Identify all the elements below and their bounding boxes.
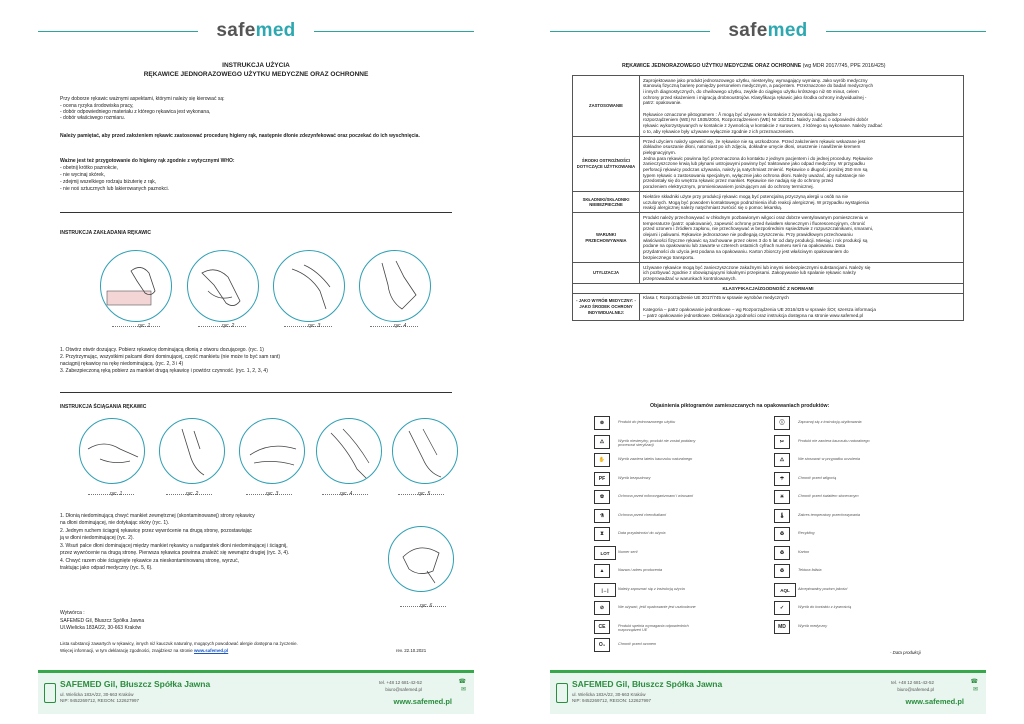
pictogram-icon: ⚠ <box>594 435 610 449</box>
doffing-figure-2 <box>159 418 225 484</box>
pictogram-label: Data przydatności do użycia <box>618 531 666 535</box>
donning-figure-3 <box>273 250 345 322</box>
header-line-right <box>826 31 986 32</box>
donning-step: 2. Przytrzymując, wszystkimi palcami dłoni dominującej, część mankietu (nie może to być sam rant) <box>60 354 281 360</box>
header-line-left <box>38 31 198 32</box>
intro-item: - ocena ryzyka środowiska pracy, <box>60 103 134 109</box>
pictogram-label: Wyrób niesterylny, produkt nie został poddany procesowi sterylizacji <box>618 438 696 448</box>
table-cell <box>640 76 964 137</box>
doffing-caption: ryc. 2 <box>186 491 199 497</box>
table-cell-line: Używane rękawice mogą być zanieczyszczone zakaźnymi lub innymi niebezpiecznymi substancjami. Należy się <box>643 264 871 270</box>
table-cell-line: Kategoria – patrz opakowanie jednostkowe – wg Rozporządzenia UE 2016/425 w sprawie ŚOI; szersza informacja <box>643 306 876 312</box>
table-cell-line: przeprowadzać w warunkach kontrolowanych. <box>643 276 737 281</box>
donning-step: 1. Otwórz otwór dozujący. Pobierz rękawicę dominującą dłonią z otworu dozującego. (ryc. 1) <box>60 347 264 353</box>
section-divider <box>60 392 452 393</box>
pictogram-icon: ⊗ <box>594 416 610 430</box>
doffing-step: 3. Wsuń palce dłoni dominującej między mankiet rękawicy a nadgarstek dłoni niedominującej i ściągnij, <box>60 543 288 549</box>
table-cell <box>640 263 964 284</box>
who-item: - nie wycinaj skórek, <box>60 172 106 178</box>
pictogram-label: Ochrona przed chemikaliami <box>618 512 667 517</box>
table-cell-line: przed ozonem i źródłem zapłonu, nie przechowywać w bezpośrednim sąsiedztwie z rozpuszczalnikami, smarami, <box>643 226 874 232</box>
pictogram-icon: ⧗ <box>594 527 610 541</box>
donning-figure-2 <box>187 250 259 322</box>
doffing-caption: ryc. 6 <box>420 603 433 609</box>
table-cell-line: przedostały się do wnętrza rękawic przez mankiet. Rękawice nie nadają się do ochrony przed <box>643 178 833 184</box>
pictogram-icon: MD <box>774 620 790 634</box>
pictogram-icon: PF <box>594 472 610 486</box>
header-line-right <box>314 31 474 32</box>
doffing-step: przez wywrócenie na drugą stronę. Pierwsza rękawica powinna znaleźć się wewnątrz drugiej (ryc. 3, 4). <box>60 550 290 556</box>
safemed-link[interactable]: www.safemed.pl <box>193 648 229 653</box>
table-row: SKŁADNIKI/SKŁADNIKI NIEBEZPIECZNE Niektóre składniki użyte przy produkcji rękawic mogą być potencjalną przyczyną alergii u osób na nie uczulonych. Mogą być powodem kontaktowego podrażnienia i/lub reakcji alergicznej. W przypadku wystąpienia reakcji alergicznej należy natychmiast zwrócić się o pomoc lekarską. <box>573 192 964 213</box>
table-cell <box>640 293 964 320</box>
more-info: Więcej informacji, w tym deklarację zgodności, znajdziesz na stronie www.safemed.pl <box>60 648 229 653</box>
safemed-logo: safemed <box>728 20 808 41</box>
phone-icon <box>44 683 56 703</box>
table-cell-line: i innych diagnostycznych, do chwilowego użytku, zwykle do ciągłego użytku krótszego niż 60 minut, celem <box>643 88 859 94</box>
page-footer <box>38 670 474 714</box>
footer-contact: tel. +48 12 681-42-52 biuro@safemed.pl <box>891 680 934 692</box>
pictogram-label: Ochrona przed mikroorganizmami i wirusami <box>618 494 694 498</box>
pictogram-label: Zakres temperatury przechowywania <box>798 512 861 517</box>
pictogram-label: Wyrób medyczny <box>798 623 828 628</box>
phone-icon <box>556 683 568 703</box>
footer-website[interactable]: www.safemed.pl <box>905 697 964 706</box>
footer-address: ul. Wielicka 183A/22, 30-663 Kraków NIP: 9452269712, REGON: 122627997 <box>60 692 140 703</box>
doffing-step: na dłoni dominującej, nie dotykając skóry (ryc. 1). <box>60 520 170 526</box>
caption-line <box>112 326 160 327</box>
table-cell-line: rękawic wykorzystywanych w kontakcie z żywnością w kontakcie z surowcem, z którego są wykonane. Należy zadbać <box>643 123 883 129</box>
footer-address: ul. Wielicka 183A/22, 30-663 Kraków NIP: 9452269712, REGON: 122627997 <box>572 692 652 703</box>
maker-line: Ul.Wielicka 183A/22, 30-663 Kraków <box>60 625 142 631</box>
table-cell-line: olejami i paliwami. Rękawice jednorazowe nie podlegają czyszczeniu. Przy prawidłowym przechowaniu <box>643 232 853 238</box>
doffing-caption: ryc. 1 <box>110 491 123 497</box>
table-cell-line: reakcji alergicznej należy natychmiast zwrócić się o pomoc lekarską. <box>643 205 783 211</box>
doffing-step: 4. Chwyć razem obie ściągnięte rękawice za nieskontaminowaną stronę, wyrzuć, <box>60 558 239 564</box>
pictogram-icon: 🌡 <box>774 509 790 523</box>
pictogram-icon: ✓ <box>774 601 790 615</box>
table-cell-line: bezpiecznego transportu. <box>643 254 695 260</box>
intro-item: - dobór właściwego rozmiaru. <box>60 115 126 121</box>
who-item: - zdejmij wszelkiego rodzaju biżuterię z rąk, <box>60 179 157 185</box>
table-cell-line: patrz: opakowanie. <box>643 100 682 106</box>
footer-company: SAFEMED Gil, Błuszcz Spółka Jawna <box>60 679 211 689</box>
donning-caption: ryc. 1 <box>138 323 151 329</box>
pictogram-label: Wyrób bezpudrowy <box>618 475 651 480</box>
table-cell-line: Jedna para rękawic powinna być przeznaczona do kontaktu z jednym pacjentem i do jednej procedury. Rękawice <box>643 155 873 161</box>
donning-step: naciągnij rękawicę na rękę niedominującą. (ryc. 2, 3 i 4) <box>60 361 184 367</box>
pictogram-icon: AQL <box>774 583 796 597</box>
pictogram-label: Akceptowalny poziom jakości <box>798 586 848 591</box>
doffing-caption: ryc. 4 <box>340 491 353 497</box>
table-cell-line: rozporządzeniem (WE) Nr 1935/2004, Rozporządzeniem (WE) Nr 10/2011. Należy zadbać o odpowiedni dobór <box>643 117 869 123</box>
spec-title: RĘKAWICE JEDNORAZOWEGO UŻYTKU MEDYCZNE ORAZ OCHRONNE (wg MDR 2017/745, PPE 2016/425) <box>622 63 886 69</box>
doffing-figure-6 <box>388 526 454 592</box>
table-row: - JAKO WYRÓB MEDYCZNY: - JAKO ŚRODEK OCHRONY INDYWIDUALNEJ: Klasa I; Rozporządzenie UE 2017/745 w sprawie wyrobów medycznych Kategoria – patrz opakowanie jednostkowe – wg Rozporządzenia UE 2016/425 w sprawie ŚOI; szersza informacja – patrz opakowanie jednostkowe. Deklaracja zgodności oraz instrukcja dostępna na stronie www.safemed.pl <box>573 293 964 320</box>
mail-icon: ✉ <box>460 687 466 693</box>
pictogram-icon: ☀ <box>774 490 790 504</box>
pictogram-label: Należy zapoznać się z instrukcją użycia <box>618 586 685 591</box>
pictogram-icon: ▲ <box>594 564 610 578</box>
who-item: - obetnij krótko paznokcie, <box>60 165 119 171</box>
table-cell-line: zanieczyszczone krwią lub płynami ustrojowymi powinny być traktowane jako odpad medyczny. W przypadku <box>643 161 865 167</box>
table-cell-line: Produkt należy przechowywać w chłodnym pozbawionym wilgoci oraz dobrze wentylowanym pomieszczeniu w <box>643 214 868 220</box>
table-cell <box>640 137 964 192</box>
spec-table <box>572 75 964 321</box>
table-cell-line: Rękawice oznaczone piktogramem : Å mogą być używane w kontakcie z żywnością i są zgodne z <box>643 111 842 117</box>
pictogram-label: Chronić przed ozonem <box>618 642 657 646</box>
pictogram-icon: ⓘ <box>774 416 790 430</box>
tel-icon: ☎ <box>458 679 466 685</box>
pictogram-label: Wyrób do kontaktu z żywnością <box>798 605 852 609</box>
donning-figure-1 <box>100 250 172 322</box>
pictogram-icon: ☂ <box>774 472 790 486</box>
hand-glove-fit-illustration <box>274 251 345 322</box>
table-cell <box>640 213 964 263</box>
production-date-label: - Data produkcji <box>890 650 921 655</box>
pictogram-icon: CE <box>594 620 610 634</box>
hand-dispenser-illustration <box>101 251 172 322</box>
footer-contact: tel. +48 12 681-42-52 biuro@safemed.pl <box>379 680 422 692</box>
pictogram-label: Wyrób zawiera lateks kauczuku naturalnego <box>618 457 693 461</box>
table-row: UTYLIZACJA Używane rękawice mogą być zanieczyszczone zakaźnymi lub innymi niebezpiecznymi substancjami. Należy się ich pozbywać zgodnie z obowiązującymi lokalnymi przepisami. Zakopywanie lub spalanie rękawic należy przeprowadzać w warunkach kontrolowanych. <box>573 263 964 284</box>
table-cell-line: o to, aby rękawice były używane wyłącznie zgodnie z ich przeznaczeniem. <box>643 128 795 134</box>
pictogram-icon: O₃ <box>594 638 610 652</box>
maker-label: Wytwórca : <box>60 610 85 616</box>
table-row: WARUNKI PRZECHOWYWANIA Produkt należy przechowywać w chłodnym pozbawionym wilgoci oraz dobrze wentylowanym pomieszczeniu w temperaturze (patrz: opakowanie), zapewnić ochronę przed światłem słonecznym i fluorescencyjnym, chronić przed ozonem i źródłem zapłonu, nie przechowywać w bezpośrednim sąsiedztwie z rozpuszczalnikami, smarami, olejami i paliwami. Rękawice jednorazowe nie podlegają czyszczeniu. Przy prawidłowym przechowaniu właściwości fizyczne rękawic są zachowane przez okres 3 do 5 lat od daty produkcji. Miesiąc i rok produkcji są podane na opakowaniu lub zawarte w czterech ostatnich cyfrach numeru serii na opakowaniu. Data przydatności do użycia jest podana na opakowaniu. Karton zbiorczy jest właściwym opakowaniem do bezpiecznego transportu. <box>573 213 964 263</box>
pictogram-icon: ⊘ <box>594 601 610 615</box>
table-cell-line: ich pozbywać zgodnie z obowiązującymi lokalnymi przepisami. Zakopywanie lub spalanie rękawic należy <box>643 270 856 276</box>
donning-figure-4 <box>359 250 431 322</box>
donning-step: 3. Zabezpieczoną ręką pobierz za mankiet drugą rękawicę i powtórz czynność. (ryc. 1, 2, 3, 4) <box>60 368 268 374</box>
maker-line: SAFEMED Gil, Błuszcz Spółka Jawna <box>60 618 145 624</box>
doc-title: INSTRUKCJA UŻYCIA <box>222 62 290 69</box>
page-specification <box>512 0 1024 724</box>
pictogram-label: Tektura falista <box>798 568 822 572</box>
table-row: KLASYFIKACJA/ZGODNOŚĆ Z NORMAMI <box>573 284 964 294</box>
pictogram-label: Produkt spełnia wymagania odpowiednich rozporządzeń UE <box>618 623 689 633</box>
pictogram-heading: Objaśnienia piktogramów zamieszczanych na opakowaniach produktów: <box>650 403 830 409</box>
doffing-figure-4 <box>316 418 382 484</box>
table-cell-line: stanowią fizyczną barierę pomiędzy personelem medycznym, a pacjentem. Przeznaczone do badań medycznych <box>643 83 874 89</box>
doffing-step: ją w dłoni niedominującej (ryc. 2). <box>60 535 134 541</box>
table-row: ŚRODKI OSTROŻNOŚCI DOTYCZĄCE UŻYTKOWANIA Przed użyciem należy upewnić się, że rękawice nie są uszkodzone. Przed założeniem rękawic wskazane jest dokładne osuszanie dłoni, natomiast po ich zdjęciu, dokładne umycie dłoni, osuszenie i nawilżenie kremem pielęgnacyjnym. Jedna para rękawic powinna być przeznaczona do kontaktu z jednym pacjentem i do jednej procedury. Rękawice zanieczyszczone krwią lub płynami ustrojowymi powinny być traktowane jako odpad medyczny. W przypadku perforacji rękawicy podczas używania, należy ją natychmiast zmienić. Rękawice o długości poniżej 250 mm są typem rękawic o zastosowaniu specjalnym, wyłącznie jako ochrona dłoni. Należy uważać, aby substancje nie przedostały się do wnętrza rękawic przez mankiet. Rękawice nie nadają się do ochrony przed porażeniem elektrycznym, promieniowaniem jonizującym ani do ochrony termicznej. <box>573 137 964 192</box>
tel-icon: ☎ <box>970 679 978 685</box>
table-cell-line: ochrony przed skażeniem i migracją drobnoustrojów. Klasyfikacja rękawic jako środka ochrony indywidualnej - <box>643 94 867 100</box>
doffing-step: 1. Dłonią niedominującą chwyć mankiet zewnętrznej (skontaminowanej) strony rękawicy <box>60 513 255 519</box>
pictogram-icon: ✂ <box>774 435 790 449</box>
doffing-caption: ryc. 5 <box>418 491 431 497</box>
pictogram-label: Produkt do jednorazowego użytku <box>618 420 676 424</box>
doffing-figure-1 <box>79 418 145 484</box>
table-row: ZASTOSOWANIE Zaprojektowane jako produkt jednorazowego użytku, niesterylny, wymagający wymiany. Jako wyrób medyczny stanowią fizyczną barierę pomiędzy personelem medycznym, a pacjentem. Przeznaczone do badań medycznych i innych diagnostycznych, do chwilowego użytku, zwykle do ciągłego użytku krótszego niż 60 minut, celem ochrony przed skażeniem i migracją drobnoustrojów. Klasyfikacja rękawic jako środka ochrony indywidualnej - patrz: opakowanie. Rękawice oznaczone piktogramem : Å mogą być używane w kontakcie z żywnością i są zgodne z rozporządzeniem (WE) Nr 1935/2004, Rozporządzeniem (WE) Nr 10/2011. Należy zadbać o odpowiedni dobór rękawic wykorzystywanych w kontakcie z żywnością w kontakcie z surowcem, z którego są wykonane. Należy zadbać o to, aby rękawice były używane wyłącznie zgodnie z ich przeznaczeniem. <box>573 76 964 137</box>
hygiene-note: Należy pamiętać, aby przed założeniem rękawic zastosować procedurę higieny rąk, następnie dłonie zdezynfekować oraz poczekać do ich wyschnięcia. <box>60 133 420 139</box>
hand-glove-pull-illustration <box>188 251 259 322</box>
table-cell-line: Niektóre składniki użyte przy produkcji rękawic mogą być potencjalną przyczyną alergii u osób na nie <box>643 193 849 199</box>
table-cell-line: Zaprojektowane jako produkt jednorazowego użytku, niesterylny, wymagający wymiany. Jako wyrób medyczny <box>643 77 868 83</box>
donning-heading: INSTRUKCJA ZAKŁADANIA RĘKAWIC <box>60 230 152 236</box>
section-divider <box>60 212 452 213</box>
pictogram-label: Zapoznaj się z instrukcją użytkowania <box>798 420 862 424</box>
table-cell-line: typem rękawic o zastosowaniu specjalnym, wyłącznie jako ochrona dłoni. Należy uważać, aby substancje nie <box>643 172 865 178</box>
pictogram-label: Chronić przed światłem słonecznym <box>798 494 859 498</box>
doffing-step: traktując jako odpad medyczny (ryc. 5, 6). <box>60 565 153 571</box>
pictogram-icon: ⚗ <box>594 509 610 523</box>
pictogram-icon: LOT <box>594 546 616 560</box>
footer-website[interactable]: www.safemed.pl <box>393 697 452 706</box>
pictogram-icon: ⚠ <box>774 453 790 467</box>
safemed-logo: safemed <box>216 20 296 41</box>
pictogram-icon: |↔| <box>594 583 616 597</box>
revision-date: rev. 22.10.2021 <box>396 648 427 653</box>
doffing-figure-5 <box>392 418 458 484</box>
doffing-step: 2. Jednym ruchem ściągnij rękawicę przez wywrócenie na drugą stronę, pozostawiając <box>60 528 253 534</box>
pictogram-label: Nie stosować w przypadku uczulenia <box>798 457 861 461</box>
footer-company: SAFEMED Gil, Błuszcz Spółka Jawna <box>572 679 723 689</box>
table-cell <box>640 192 964 213</box>
header-line-left <box>550 31 710 32</box>
intro-item: - dobór odpowiedniego materiału z którego rękawica jest wykonana, <box>60 109 211 115</box>
pictogram-icon: ☢ <box>594 490 610 504</box>
table-cell-line: pielęgnacyjnym. <box>643 149 676 155</box>
pictogram-label: Recykling <box>798 531 815 535</box>
page-footer <box>550 670 986 714</box>
table-cell-line: uczulonych. Mogą być powodem kontaktowego podrażnienia i/lub reakcji alergicznej. W przypadku wystąpienia <box>643 199 869 205</box>
doffing-caption: ryc. 3 <box>266 491 279 497</box>
page-header <box>512 18 1024 46</box>
who-heading: Ważne jest też przygotowanie do higieny rąk zgodnie z wytycznymi WHO: <box>60 158 235 164</box>
pictogram-label: Nie używać, jeśli opakowanie jest uszkodzone <box>618 605 696 609</box>
table-cell-line: perforacji rękawicy podczas używania, należy ją natychmiast zmienić. Rękawice o długości poniżej 250 mm są <box>643 167 868 173</box>
table-cell-line: Klasa I; Rozporządzenie UE 2017/745 w sprawie wyrobów medycznych <box>643 295 789 301</box>
table-cell-line: dokładne osuszanie dłoni, natomiast po ich zdjęciu, dokładne umycie dłoni, osuszenie i nawilżenie kremem <box>643 144 861 150</box>
table-cell-line: – patrz opakowanie jednostkowe. Deklaracja zgodności oraz instrukcja dostępna na stronie www.safemed.pl <box>643 312 864 318</box>
doffing-heading: INSTRUKCJA ŚCIĄGANIA RĘKAWIC <box>60 404 147 410</box>
table-cell-line: przydatności do użycia jest podana na opakowaniu. Karton zbiorczy jest właściwym opakowaniem do <box>643 249 849 255</box>
pictogram-label: Chronić przed wilgocią <box>798 475 837 480</box>
donning-caption: ryc. 4 <box>394 323 407 329</box>
pictogram-label: Produkt nie zawiera kauczuku naturalnego <box>798 438 870 443</box>
mail-icon: ✉ <box>972 687 978 693</box>
intro-text: Przy doborze rękawic ważnymi aspektami, którymi należy się kierować są: <box>60 96 225 102</box>
who-item: - nie noś sztucznych lub lakierowanych paznokci. <box>60 186 169 192</box>
pictogram-icon: ♻ <box>774 527 790 541</box>
pictogram-label: Nazwa i adres producenta <box>618 568 663 572</box>
doffing-figure-3 <box>239 418 305 484</box>
pictogram-label: Karton <box>798 549 810 554</box>
table-cell-line: porażeniem elektrycznym, promieniowaniem jonizującym ani do ochrony termicznej. <box>643 184 814 190</box>
donning-caption: ryc. 3 <box>308 323 321 329</box>
doc-subtitle: RĘKAWICE JEDNORAZOWEGO UŻYTKU MEDYCZNE ORAZ OCHRONNE <box>143 71 369 78</box>
pictogram-icon: ♻ <box>774 546 790 560</box>
table-cell-line: temperaturze (patrz: opakowanie), zapewnić ochronę przed światłem słonecznym i fluorescencyjnym, chronić <box>643 220 866 226</box>
pictogram-icon: ✋ <box>594 453 610 467</box>
table-cell-line: Przed użyciem należy upewnić się, że rękawice nie są uszkodzone. Przed założeniem rękawic wskazane jest <box>643 138 866 144</box>
page-header <box>0 18 512 46</box>
pictogram-label: Numer serii <box>618 549 638 554</box>
gloved-hand-illustration <box>360 251 431 322</box>
table-cell-line: podane na opakowaniu lub zawarte w czterech ostatnich cyfrach numeru serii na opakowaniu. Data <box>643 243 846 249</box>
pictogram-icon: ♻ <box>774 564 790 578</box>
donning-caption: ryc. 2 <box>222 323 235 329</box>
latex-note: Lista substancji zawartych w rękawicy, innych niż kauczuk naturalny, mogących powodować alergie dostępna na życzenie. <box>60 641 298 646</box>
table-cell-line: właściwości fizyczne rękawic są zachowane przez okres 3 do 5 lat od daty produkcji. Miesiąc i rok produkcji są <box>643 237 868 243</box>
